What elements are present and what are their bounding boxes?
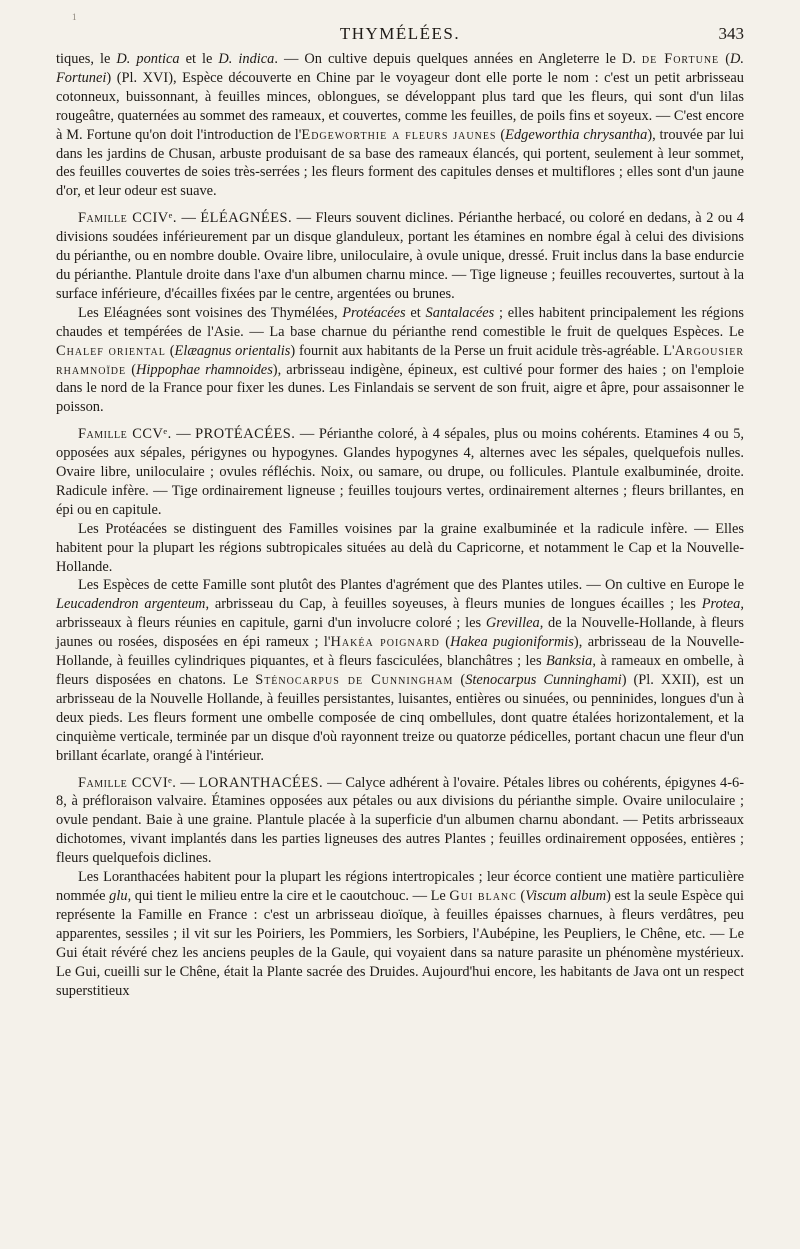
species-name: Hakéa poignard bbox=[330, 634, 440, 651]
text-run: Les Protéacées se distinguent des Familles voisines par la graine exalbuminée et la radicule infère. — Elles habitent pour la plupart les régions subtropicales situées au delà du Capricorne, et notamment le Cap et la Nouvelle-Hollande. bbox=[56, 520, 744, 575]
text-run: , arbrisseaux à fleurs réunies en capitule, garni d'un involucre coloré ; les bbox=[56, 596, 744, 632]
text-run: ( bbox=[126, 361, 137, 378]
text-run: — bbox=[176, 774, 199, 791]
body-text bbox=[56, 50, 744, 1000]
paragraph bbox=[56, 868, 744, 1000]
family-name: LORANTHACÉES. bbox=[198, 774, 324, 791]
paragraph bbox=[56, 50, 744, 201]
text-run: , à rameaux en ombelle, à fleurs disposées en chatons. Le bbox=[56, 653, 745, 688]
family-number: Famille CCIVᵉ. bbox=[78, 210, 177, 227]
text-run: et bbox=[405, 304, 426, 321]
text-run: ( bbox=[439, 634, 451, 651]
family-name: ÉLÉAGNÉES. bbox=[200, 210, 293, 227]
text-run: ( bbox=[165, 342, 175, 359]
text-run: ) est la seule Espèce qui représente la Famille en France : c'est un arbrisseau dioïque, à feuilles épaisses charnues, à fleurs verdâtres, peu apparentes, sessiles ; il vit sur les Poiriers, les Pommiers, les Sorbiers, l'Aubépine, les Peupliers, le Chêne, etc. — Le Gui était révéré chez les anciens peuples de la Gaule, qui voyaient dans sa nature parasite un phénomène mystérieux. Le Gui, cueilli sur le Chêne, était la Plante sacrée des Druides. Aujourd'hui encore, les habitants de Java ont un respect superstitieux bbox=[56, 887, 745, 999]
text-run: Les Espèces de cette Famille sont plutôt des Plantes d'agrément que des Plantes utiles. — On cultive en Europe le bbox=[78, 577, 744, 594]
text-run: , arbrisseau du Cap, à feuilles soyeuses, à fleurs munies de longues écailles ; les bbox=[205, 596, 702, 613]
text-run: Les Eléagnées sont voisines des Thymélées, bbox=[78, 304, 343, 321]
text-run: ( bbox=[719, 51, 730, 67]
running-title: THYMÉLÉES. bbox=[339, 24, 461, 43]
species-name: Gui blanc bbox=[449, 887, 517, 904]
text-run: — Périanthe coloré, à 4 sépales, plus ou moins cohérents. Etamines 4 ou 5, opposées aux sépales, périgynes ou hypogynes. Glandes hypogynes 4, alternes avec les sépales, quelquefois nulles. Ovaire libre, uniloculaire ; ovules réfléchis. Noix, ou samare, ou drupe, ou follicules. Plantule exalbuminée, droite. Radicule infère. — Tige ordinairement ligneuse ; feuilles toujours vertes, ordinairement alternes ; fleurs brillantes, en épi ou en capitule. bbox=[56, 426, 745, 518]
family-name: PROTÉACÉES. bbox=[195, 426, 296, 443]
italic-term: glu bbox=[109, 887, 128, 904]
italic-term: Banksia bbox=[546, 653, 593, 670]
family-number: Famille CCVIᵉ. bbox=[78, 774, 177, 791]
text-run: — bbox=[176, 210, 201, 227]
text-run: , de la Nouvelle-Hollande, à fleurs jaunes ou rosées, disposées en épi rameux ; l' bbox=[56, 615, 744, 651]
italic-term: Santalacées bbox=[425, 304, 495, 321]
italic-term: Edgeworthia chrysantha bbox=[505, 126, 648, 143]
text-run: ), trouvée par lui dans les jardins de Chusan, arbuste produisant de sa base des rameaux élancés, qui portent, seulement à leur sommet, des feuilles couvertes de soies très-serrées ; les fleurs forment des capitules denses et multiflores ; elles sont d'un jaune d'or, et leur odeur est suave. bbox=[56, 126, 744, 200]
text-run: et le bbox=[179, 51, 219, 67]
text-run: — Calyce adhérent à l'ovaire. Pétales libres ou cohérents, épigynes 4-6-8, à préfloraison valvaire. Étamines opposées aux pétales ou aux divisions du périanthe simple. Ovaire uniloculaire ; ovule pendant. Baie à une graine. Plantule placée à la superficie d'un albumen charnu abondant. — Petits arbrisseaux dichotomes, vivant implantés dans les parties ligneuses des autres Plantes ; feuilles ordinairement opposées, entières ; fleurs quelquefois diclines. bbox=[56, 774, 744, 867]
italic-term: Protea bbox=[701, 596, 741, 613]
family-paragraph bbox=[56, 425, 744, 520]
family-paragraph bbox=[56, 774, 744, 869]
species-name: Argousier rhamnoïde bbox=[56, 342, 744, 378]
species-name: Sténocarpus de Cunningham bbox=[255, 672, 454, 688]
species-name: Edgeworthie a fleurs jaunes bbox=[301, 126, 497, 143]
italic-term: Hakea pugioniformis bbox=[450, 634, 574, 651]
running-head bbox=[56, 10, 744, 50]
text-run: ) fournit aux habitants de la Perse un fruit acidule très-agréable. L' bbox=[290, 342, 675, 359]
text-run: ; elles habitent principalement les régions chaudes et tempérées de l'Asie. — La base charnue du périanthe rend comestible le fruit de quelques Espèces. Le bbox=[56, 304, 744, 340]
page-number: 343 bbox=[718, 24, 744, 43]
paragraph bbox=[56, 576, 744, 765]
text-run: ), arbrisseau de la Nouvelle-Hollande, à feuilles cylindriques piquantes, et à fleurs fasciculées, blanchâtres ; les bbox=[56, 634, 745, 670]
italic-term: Protéacées bbox=[342, 304, 406, 321]
italic-term: D. indica bbox=[218, 51, 275, 67]
text-run: , qui tient le milieu entre la cire et le caoutchouc. — Le bbox=[127, 887, 450, 904]
text-run: Les Loranthacées habitent pour la plupart les régions intertropicales ; leur écorce contient une matière particulière nommée bbox=[56, 869, 744, 904]
italic-term: Grevillea bbox=[485, 615, 540, 632]
text-run: ( bbox=[453, 672, 466, 688]
italic-term: Hippophae rhamnoides bbox=[136, 361, 273, 378]
italic-term: D. pontica bbox=[116, 51, 180, 67]
text-run: ) (Pl. XXII), est un arbrisseau de la Nouvelle Hollande, à feuilles persistantes, luisantes, entières ou sinuées, ou penninides, longues d'un à deux pieds. Les fleurs forment une ombelle composée de cinq ombellules, dont quatre étalées horizontalement, et la cinquième verticale, terminée par un disque d'où rayonnent treize ou quatorze pédicelles, portant chacun une fleur d'un brillant écarlate, orangé à l'intérieur. bbox=[56, 672, 744, 764]
paragraph bbox=[56, 304, 744, 417]
text-run: . — On cultive depuis quelques années en Angleterre le D. bbox=[274, 51, 642, 67]
italic-term: Stenocarpus Cunninghami bbox=[465, 672, 622, 688]
text-run: ), arbrisseau indigène, épineux, est cultivé pour former des haies ; on l'emploie dans le nord de la France pour fixer les dunes. Les Finlandais se servent de son fruit, aigre et âpre, pour assaisonner le poisson. bbox=[56, 361, 744, 416]
species-name: Chalef oriental bbox=[56, 342, 166, 359]
paragraph bbox=[56, 520, 744, 577]
italic-term: Viscum album bbox=[525, 887, 607, 904]
italic-term: Elæagnus orientalis bbox=[174, 342, 291, 359]
family-paragraph bbox=[56, 209, 744, 304]
text-run: — bbox=[171, 426, 196, 443]
italic-term: Leucadendron argenteum bbox=[56, 596, 206, 613]
text-run: — Fleurs souvent diclines. Périanthe herbacé, ou coloré en dedans, à 2 ou 4 divisions soudées inférieurement par un disque glanduleux, portant les étamines en nombre égal à celui des divisions du périanthe, ou en nombre double. Ovaire libre, uniloculaire, à ovule unique, dressé. Fruit inclus dans la base endurcie du périanthe. Plantule droite dans l'axe d'un albumen charnu mince. — Tige ligneuse ; feuilles recouvertes, surtout à la surface inférieure, d'écailles fixées par le centre, argentées ou brunes. bbox=[56, 210, 744, 302]
text-run: ) (Pl. XVI), Espèce découverte en Chine par le voyageur dont elle porte le nom : c'est un petit arbrisseau cotonneux, buissonnant, à feuilles minces, oblongues, se développant plus tard que les fleurs, qui sont d'un lilas rougeâtre, quaternées au sommet des rameaux, et couvertes, comme les feuilles, de poils fins et soyeux. — C'est encore à M. Fortune qu'on doit l'introduction de l' bbox=[56, 69, 744, 143]
margin-mark: 1 bbox=[72, 12, 77, 22]
italic-term: D. Fortunei bbox=[56, 51, 744, 86]
text-run: ( bbox=[496, 126, 506, 143]
text-run: ( bbox=[516, 887, 526, 904]
species-name: de Fortune bbox=[641, 51, 720, 67]
family-number: Famille CCVᵉ. bbox=[78, 426, 172, 443]
text-run: tiques, le bbox=[56, 51, 117, 67]
